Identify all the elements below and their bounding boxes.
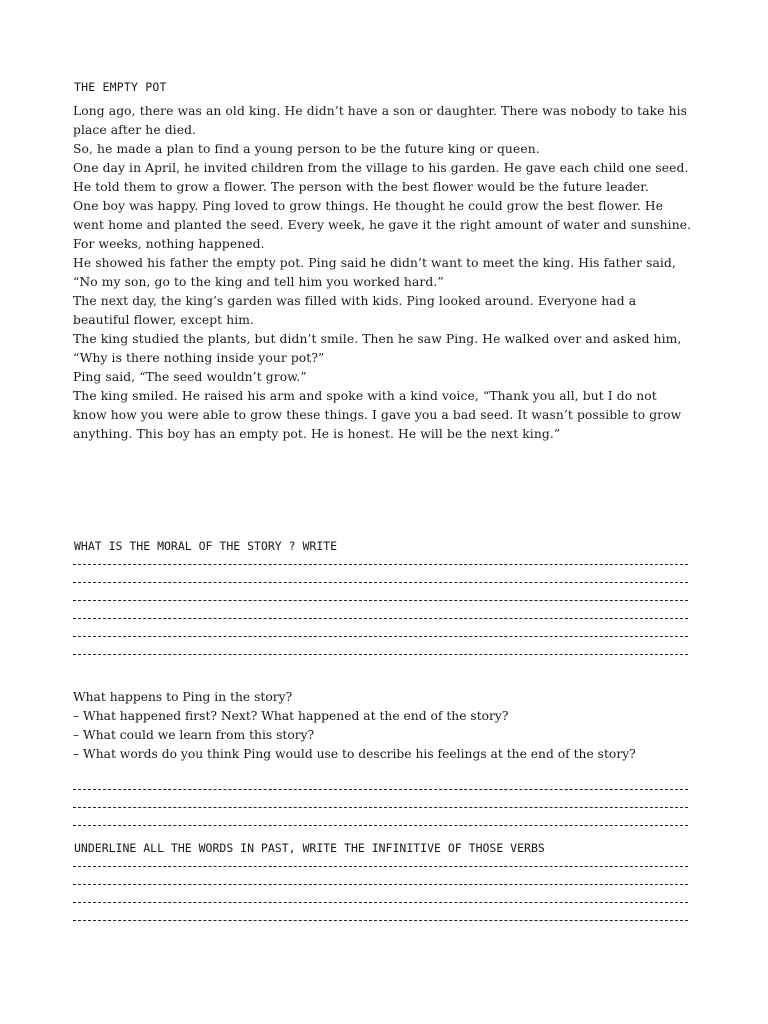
past-verbs-heading: UNDERLINE ALL THE WORDS IN PAST, WRITE THE INFINITIVE OF THOSE VERBS <box>74 841 545 855</box>
story-paragraph: So, he made a plan to find a young person to be the future king or queen. <box>73 142 540 156</box>
question-item: – What could we learn from this story? <box>73 728 315 742</box>
answer-line[interactable] <box>73 636 688 637</box>
answer-line[interactable] <box>73 600 688 601</box>
story-paragraph: Ping said, “The seed wouldn’t grow.” <box>73 370 307 384</box>
moral-question-heading: WHAT IS THE MORAL OF THE STORY ? WRITE <box>74 539 338 553</box>
question-item: – What happened first? Next? What happened at the end of the story? <box>73 709 509 723</box>
story-paragraph: The king smiled. He raised his arm and spoke with a kind voice, “Thank you all, but I do not know how you were able to grow these things. I gave you a bad seed. It wasn’t possible to grow anything. This boy has an empty pot. He is honest. He will be the next king.” <box>73 389 682 441</box>
story-paragraph: Long ago, there was an old king. He didn’t have a son or daughter. There was nobody to take his place after he died. <box>73 104 688 137</box>
answer-line[interactable] <box>73 582 688 583</box>
answer-line[interactable] <box>73 825 688 826</box>
question-item: What happens to Ping in the story? <box>73 690 293 704</box>
story-title: THE EMPTY POT <box>74 80 167 94</box>
answer-line[interactable] <box>73 902 688 903</box>
answer-line[interactable] <box>73 807 688 808</box>
story-paragraph: He showed his father the empty pot. Ping said he didn’t want to meet the king. His father said, “No my son, go to the king and tell him you worked hard.” <box>73 256 676 289</box>
verbs-answer-lines <box>73 866 688 921</box>
story-text <box>73 102 693 444</box>
questions-answer-lines <box>73 789 688 826</box>
story-paragraph: The next day, the king’s garden was filled with kids. Ping looked around. Everyone had a beautiful flower, except him. <box>73 294 637 327</box>
question-item: – What words do you think Ping would use to describe his feelings at the end of the story? <box>73 747 636 761</box>
story-questions <box>73 688 693 764</box>
answer-line[interactable] <box>73 618 688 619</box>
answer-line[interactable] <box>73 654 688 655</box>
story-paragraph: For weeks, nothing happened. <box>73 237 265 251</box>
answer-line[interactable] <box>73 866 688 867</box>
story-paragraph: One boy was happy. Ping loved to grow things. He thought he could grow the best flower. He went home and planted the seed. Every week, he gave it the right amount of water and sunshine. <box>73 199 692 232</box>
story-paragraph: The king studied the plants, but didn’t smile. Then he saw Ping. He walked over and asked him, “Why is there nothing inside your pot?” <box>73 332 682 365</box>
answer-line[interactable] <box>73 564 688 565</box>
story-paragraph: One day in April, he invited children from the village to his garden. He gave each child one seed. He told them to grow a flower. The person with the best flower would be the future leader. <box>73 161 689 194</box>
answer-line[interactable] <box>73 789 688 790</box>
answer-line[interactable] <box>73 884 688 885</box>
moral-answer-lines <box>73 564 688 655</box>
answer-line[interactable] <box>73 920 688 921</box>
